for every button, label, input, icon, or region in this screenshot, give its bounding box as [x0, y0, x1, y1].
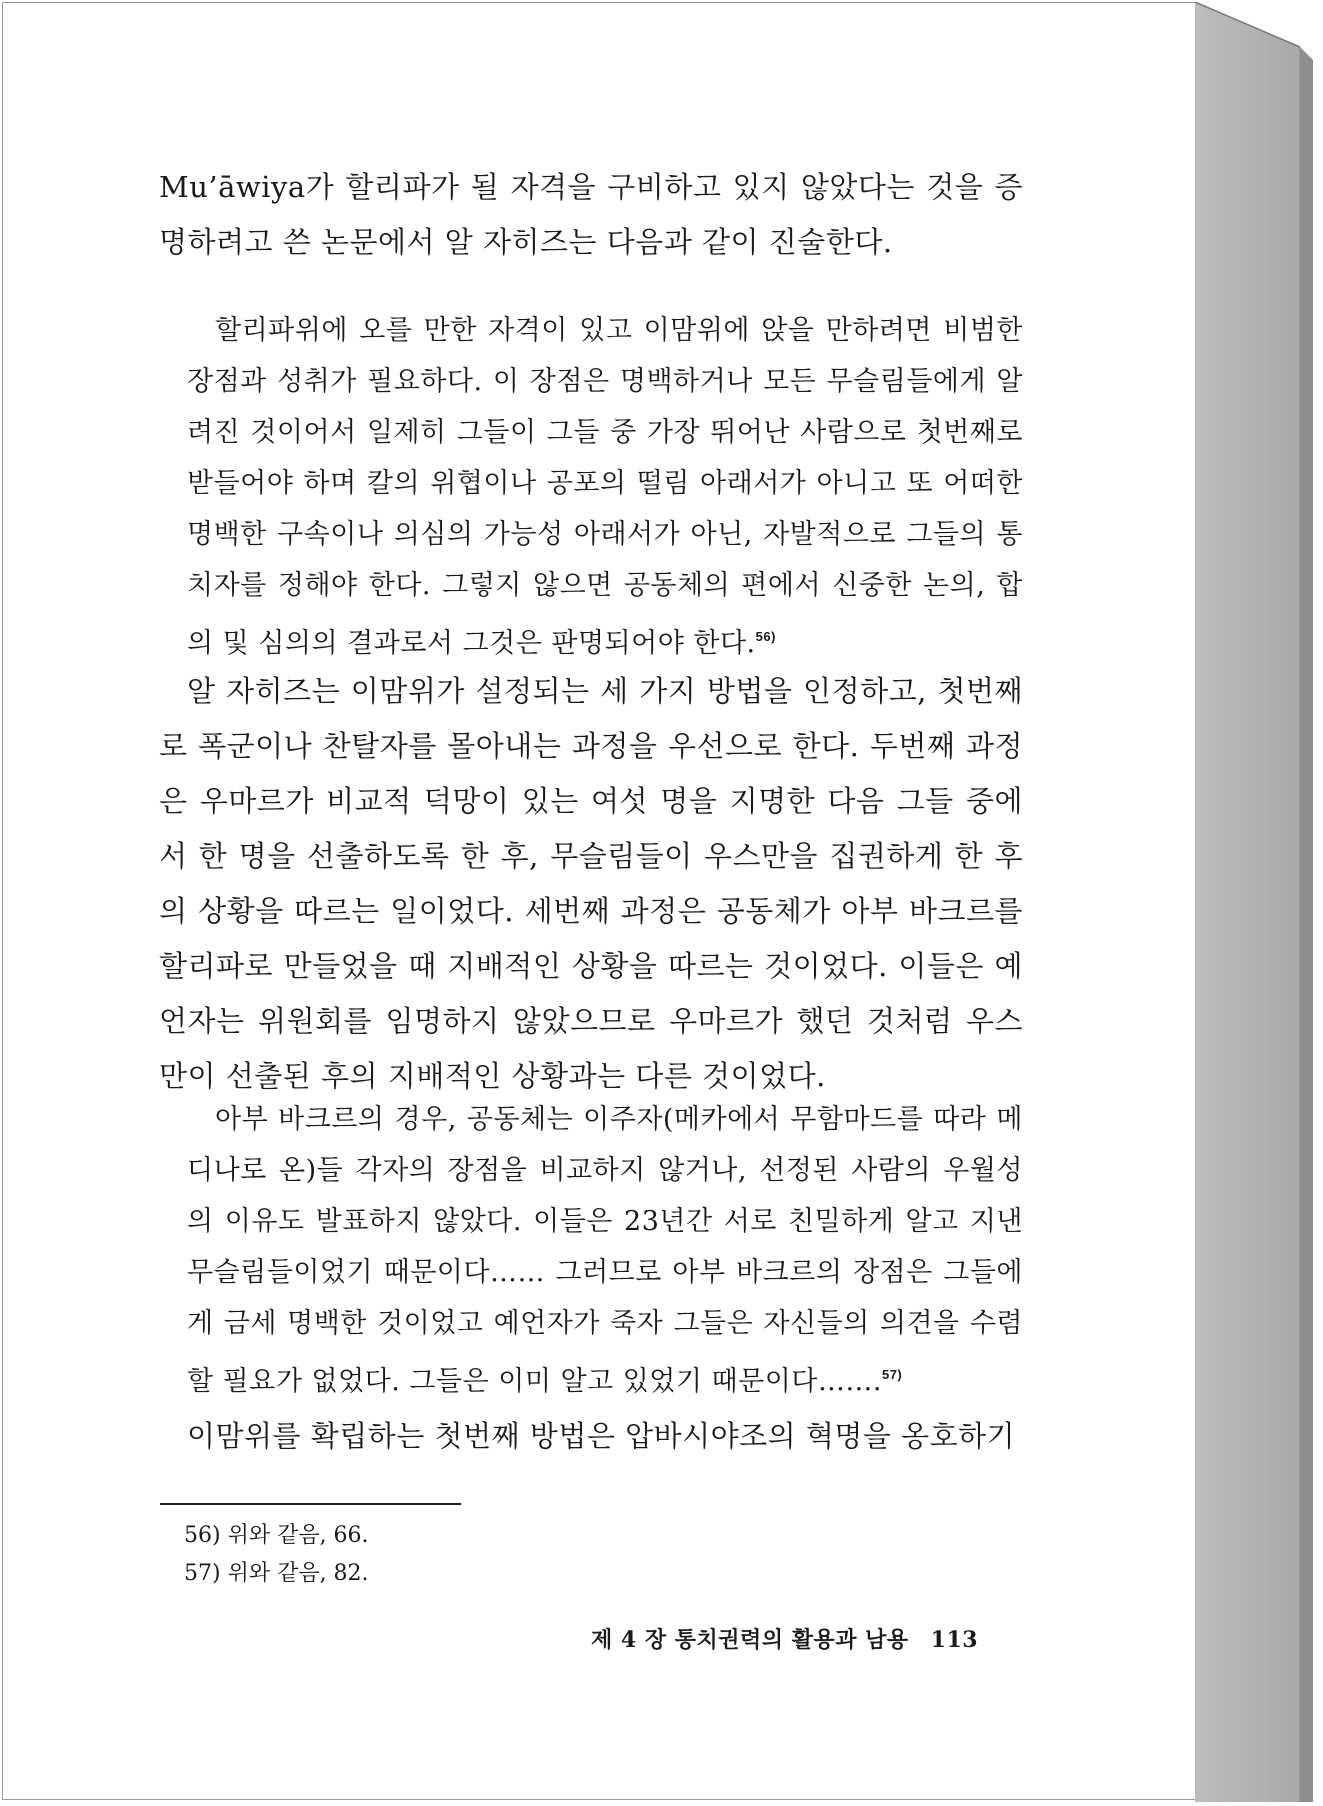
footnote-ref-57[interactable]: 57): [881, 1367, 903, 1382]
body-paragraph-3: [159, 1409, 1023, 1464]
page-edge-shading: [1195, 2, 1320, 1802]
page-edge-graphic: [1195, 2, 1320, 1802]
block-quote-1-text: 할리파위에 오를 만한 자격이 있고 이맘위에 앉을 만하려면 비범한 장점과 성취가 필요하다. 이 장점은 명백하거나 모든 무슬림들에게 알려진 것이어서 일제히 그들이 그들 중 가장 뛰어난 사람으로 첫번째로 받들어야 하며 칼의 위협이나 공포의 떨림 아래서가 아니고 또 어떠한 명백한 구속이나 의심의 가능성 아래서가 아닌, 자발적으로 그들의 통치자를 정해야 한다. 그렇지 않으면 공동체의 편에서 신중한 논의, 합의 및 심의의 결과로서 그것은 판명되어야 한다.: [187, 315, 1023, 659]
page-number: 113: [930, 1627, 979, 1653]
body-paragraph-1: [159, 160, 1023, 270]
body-paragraph-2-text: 알 자히즈는 이맘위가 설정되는 세 가지 방법을 인정하고, 첫번째로 폭군이나 찬탈자를 몰아내는 과정을 우선으로 한다. 두번째 과정은 우마르가 비교적 덕망이 있는 여섯 명을 지명한 다음 그들 중에서 한 명을 선출하도록 한 후, 무슬림들이 우스만을 집권하게 한 후의 상황을 따르는 일이었다. 세번째 과정은 공동체가 아부 바크르를 할리파로 만들었을 때 지배적인 상황을 따르는 것이었다. 이들은 예언자는 위원회를 임명하지 않았으므로 우마르가 했던 것처럼 우스만이 선출된 후의 지배적인 상황과는 다른 것이었다.: [159, 674, 1023, 1093]
body-paragraph-3-text: 이맘위를 확립하는 첫번째 방법은 압바시야조의 혁명을 옹호하기: [187, 1419, 1016, 1453]
body-paragraph-2: [159, 664, 1023, 1104]
block-quote-2-text: 아부 바크르의 경우, 공동체는 이주자(메카에서 무함마드를 따라 메디나로 온)들 각자의 장점을 비교하지 않거나, 선정된 사람의 우월성의 이유도 발표하지 않았다. 이들은 23년간 서로 친밀하게 알고 지낸 무슬림들이었기 때문이다…… 그러므로 아부 바크르의 장점은 그들에게 금세 명백한 것이었고 예언자가 죽자 그들은 자신들의 의견을 수렴할 필요가 없었다. 그들은 이미 알고 있었기 때문이다…….: [187, 1104, 1024, 1397]
block-quote-1: [187, 305, 1023, 669]
footnote-57: 57) 위와 같음, 82.: [184, 1561, 369, 1586]
book-page-scan: [2, 2, 1320, 1802]
body-paragraph-1-text: Mu’āwiya가 할리파가 될 자격을 구비하고 있지 않았다는 것을 증명하려고 쓴 논문에서 알 자히즈는 다음과 같이 진술한다.: [159, 170, 1023, 259]
running-footer: [591, 1623, 978, 1654]
page: [2, 2, 1196, 1800]
block-quote-2: [187, 1094, 1023, 1407]
footnotes: [184, 1517, 369, 1593]
chapter-title: 제 4 장 통치권력의 활용과 남용: [591, 1627, 909, 1653]
footnote-56: 56) 위와 같음, 66.: [184, 1523, 369, 1548]
footnote-ref-56[interactable]: 56): [755, 629, 776, 644]
footnote-divider: [160, 1503, 461, 1505]
